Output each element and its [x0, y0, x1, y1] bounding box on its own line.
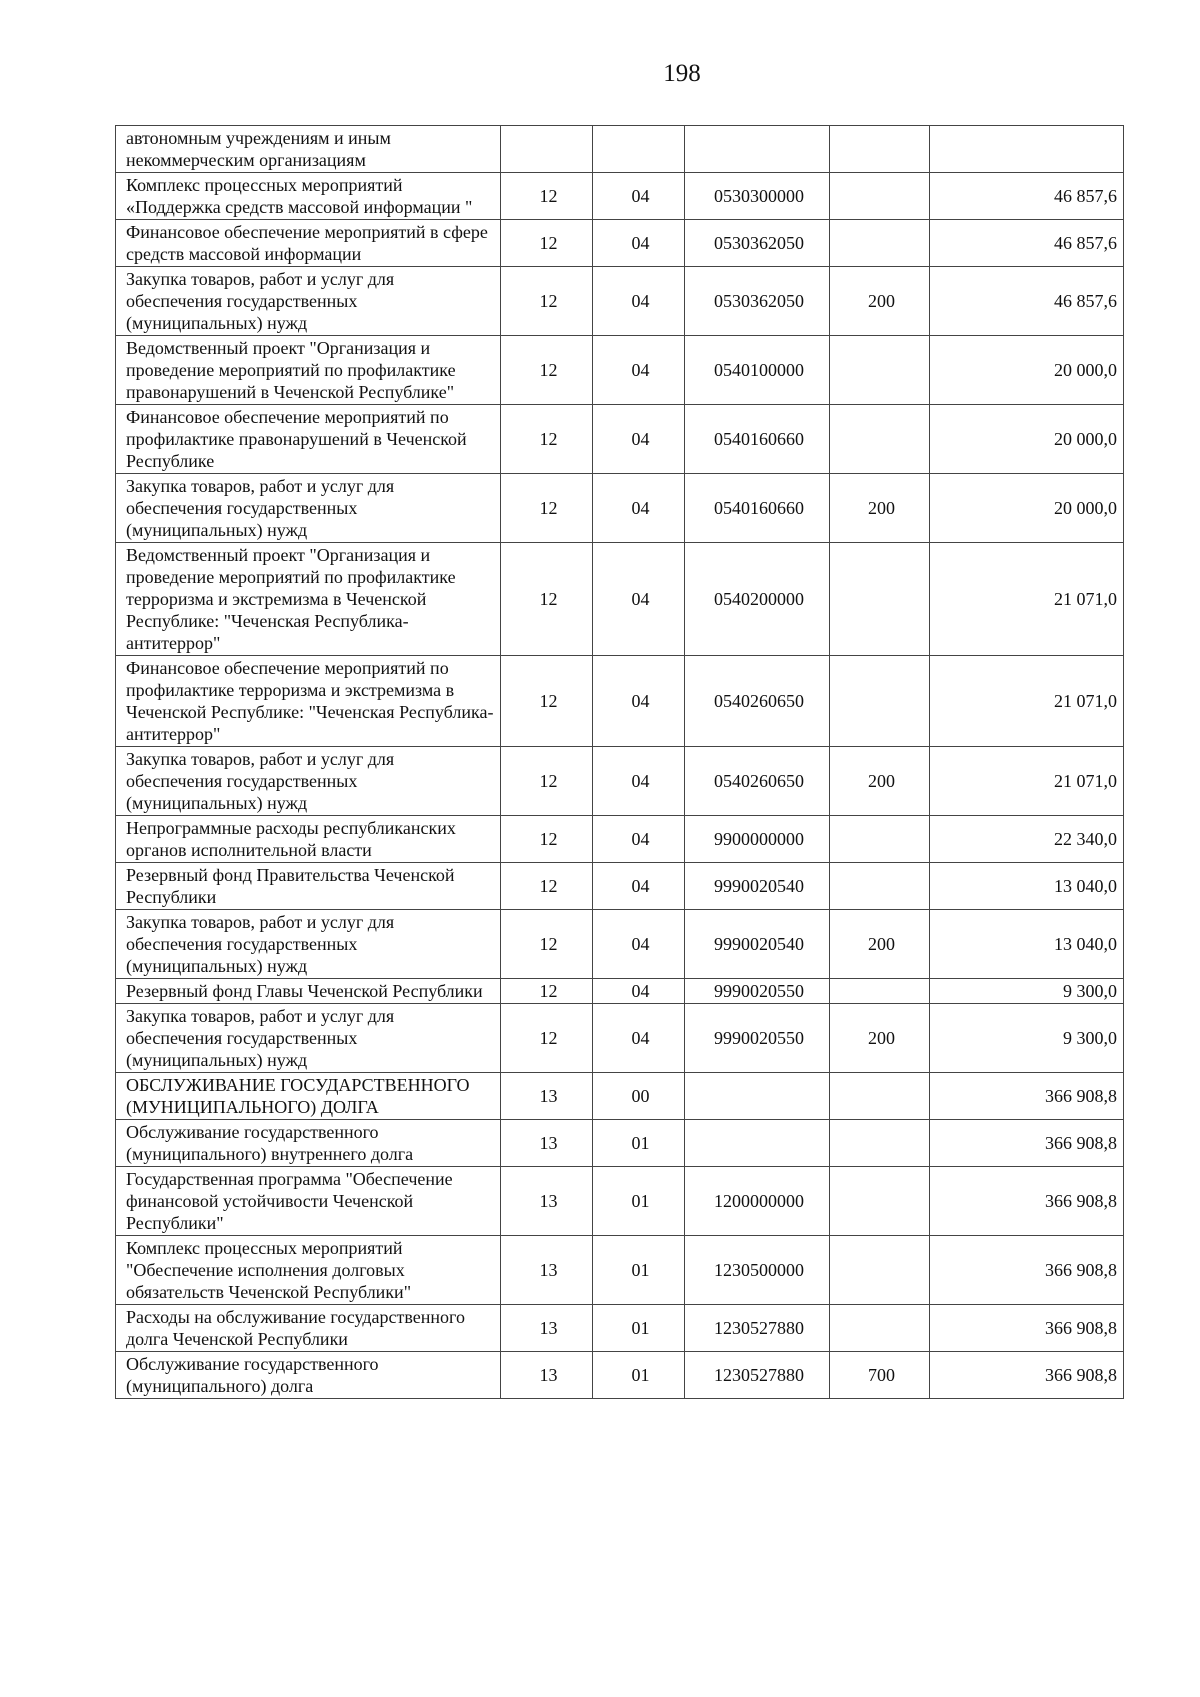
row-target-article-cell	[685, 126, 830, 173]
row-section-cell: 13	[501, 1305, 593, 1352]
table-row	[116, 910, 1124, 979]
row-expense-type-cell: 200	[830, 747, 930, 816]
row-expense-type-cell	[830, 656, 930, 747]
row-name-cell: Комплекс процессных мероприятий «Поддержка средств массовой информации "	[116, 173, 501, 220]
table-row	[116, 1236, 1124, 1305]
row-expense-type-cell: 200	[830, 267, 930, 336]
table-row	[116, 1167, 1124, 1236]
row-expense-type-cell	[830, 1120, 930, 1167]
row-subsection-cell: 04	[593, 405, 685, 474]
row-target-article-cell	[685, 1073, 830, 1120]
table-row	[116, 1305, 1124, 1352]
budget-table	[115, 125, 1124, 1399]
row-name-cell: Финансовое обеспечение мероприятий по профилактике правонарушений в Чеченской Республике	[116, 405, 501, 474]
row-amount-cell: 13 040,0	[930, 863, 1124, 910]
row-target-article-cell: 9900000000	[685, 816, 830, 863]
row-target-article-cell: 9990020540	[685, 863, 830, 910]
row-amount-cell: 20 000,0	[930, 336, 1124, 405]
row-name-cell: Закупка товаров, работ и услуг для обеспечения государственных (муниципальных) нужд	[116, 1004, 501, 1073]
row-name-cell: Закупка товаров, работ и услуг для обеспечения государственных (муниципальных) нужд	[116, 910, 501, 979]
row-target-article-cell: 0530362050	[685, 220, 830, 267]
row-name-cell: автономным учреждениям и иным некоммерческим организациям	[116, 126, 501, 173]
row-amount-cell: 366 908,8	[930, 1305, 1124, 1352]
row-target-article-cell: 1200000000	[685, 1167, 830, 1236]
row-subsection-cell: 04	[593, 863, 685, 910]
row-section-cell: 12	[501, 267, 593, 336]
row-subsection-cell: 00	[593, 1073, 685, 1120]
table-row	[116, 220, 1124, 267]
row-amount-cell: 46 857,6	[930, 267, 1124, 336]
row-name-cell: Закупка товаров, работ и услуг для обеспечения государственных (муниципальных) нужд	[116, 747, 501, 816]
row-section-cell: 12	[501, 816, 593, 863]
row-name-cell: Обслуживание государственного (муниципального) долга	[116, 1352, 501, 1399]
row-target-article-cell: 9990020550	[685, 1004, 830, 1073]
row-name-cell: Ведомственный проект "Организация и проведение мероприятий по профилактике правонарушений в Чеченской Республике"	[116, 336, 501, 405]
row-target-article-cell: 0540160660	[685, 474, 830, 543]
row-section-cell: 12	[501, 747, 593, 816]
row-section-cell: 13	[501, 1167, 593, 1236]
table-row	[116, 405, 1124, 474]
row-name-cell: Резервный фонд Правительства Чеченской Республики	[116, 863, 501, 910]
table-row	[116, 816, 1124, 863]
row-amount-cell: 366 908,8	[930, 1120, 1124, 1167]
row-subsection-cell: 04	[593, 747, 685, 816]
table-row	[116, 126, 1124, 173]
row-name-cell: Непрограммные расходы республиканских органов исполнительной власти	[116, 816, 501, 863]
table-row	[116, 543, 1124, 656]
row-subsection-cell: 04	[593, 173, 685, 220]
row-amount-cell: 366 908,8	[930, 1352, 1124, 1399]
row-name-cell: Государственная программа "Обеспечение финансовой устойчивости Чеченской Республики"	[116, 1167, 501, 1236]
row-section-cell: 12	[501, 474, 593, 543]
row-expense-type-cell: 700	[830, 1352, 930, 1399]
row-section-cell: 12	[501, 336, 593, 405]
row-expense-type-cell: 200	[830, 910, 930, 979]
page-number: 198	[663, 60, 701, 87]
row-amount-cell: 366 908,8	[930, 1167, 1124, 1236]
row-target-article-cell	[685, 1120, 830, 1167]
row-subsection-cell: 04	[593, 910, 685, 979]
table-row	[116, 979, 1124, 1004]
row-name-cell: Закупка товаров, работ и услуг для обеспечения государственных (муниципальных) нужд	[116, 267, 501, 336]
table-row	[116, 863, 1124, 910]
row-name-cell: Финансовое обеспечение мероприятий в сфере средств массовой информации	[116, 220, 501, 267]
row-subsection-cell: 01	[593, 1167, 685, 1236]
row-name-cell: Резервный фонд Главы Чеченской Республики	[116, 979, 501, 1004]
row-subsection-cell: 04	[593, 979, 685, 1004]
row-expense-type-cell: 200	[830, 474, 930, 543]
row-amount-cell: 46 857,6	[930, 173, 1124, 220]
row-section-cell: 13	[501, 1352, 593, 1399]
row-section-cell: 13	[501, 1073, 593, 1120]
row-amount-cell: 13 040,0	[930, 910, 1124, 979]
row-name-cell: Ведомственный проект "Организация и проведение мероприятий по профилактике терроризма и экстремизма в Чеченской Республике: "Чеченская Республика-антитеррор"	[116, 543, 501, 656]
row-amount-cell	[930, 126, 1124, 173]
row-subsection-cell: 01	[593, 1120, 685, 1167]
row-target-article-cell: 0540260650	[685, 656, 830, 747]
row-expense-type-cell	[830, 543, 930, 656]
row-target-article-cell: 0540260650	[685, 747, 830, 816]
row-name-cell: Финансовое обеспечение мероприятий по профилактике терроризма и экстремизма в Чеченской Республике: "Чеченская Республика-антитеррор"	[116, 656, 501, 747]
row-section-cell: 13	[501, 1236, 593, 1305]
row-subsection-cell: 04	[593, 543, 685, 656]
row-subsection-cell: 04	[593, 267, 685, 336]
row-amount-cell: 21 071,0	[930, 656, 1124, 747]
row-subsection-cell: 04	[593, 336, 685, 405]
row-section-cell: 12	[501, 863, 593, 910]
table-row	[116, 1073, 1124, 1120]
row-section-cell: 12	[501, 173, 593, 220]
row-section-cell: 12	[501, 656, 593, 747]
row-section-cell: 12	[501, 910, 593, 979]
row-expense-type-cell	[830, 863, 930, 910]
row-section-cell: 13	[501, 1120, 593, 1167]
row-subsection-cell	[593, 126, 685, 173]
row-name-cell: Закупка товаров, работ и услуг для обеспечения государственных (муниципальных) нужд	[116, 474, 501, 543]
row-amount-cell: 9 300,0	[930, 979, 1124, 1004]
row-expense-type-cell	[830, 1236, 930, 1305]
row-target-article-cell: 0530300000	[685, 173, 830, 220]
row-section-cell: 12	[501, 543, 593, 656]
row-name-cell: Расходы на обслуживание государственного долга Чеченской Республики	[116, 1305, 501, 1352]
table-row	[116, 747, 1124, 816]
table-row	[116, 474, 1124, 543]
row-amount-cell: 21 071,0	[930, 747, 1124, 816]
row-subsection-cell: 04	[593, 220, 685, 267]
row-subsection-cell: 04	[593, 816, 685, 863]
table-row	[116, 267, 1124, 336]
row-section-cell: 12	[501, 979, 593, 1004]
row-section-cell: 12	[501, 405, 593, 474]
row-name-cell: ОБСЛУЖИВАНИЕ ГОСУДАРСТВЕННОГО (МУНИЦИПАЛЬНОГО) ДОЛГА	[116, 1073, 501, 1120]
table-row	[116, 656, 1124, 747]
row-expense-type-cell	[830, 1167, 930, 1236]
row-amount-cell: 22 340,0	[930, 816, 1124, 863]
row-amount-cell: 366 908,8	[930, 1073, 1124, 1120]
row-subsection-cell: 01	[593, 1352, 685, 1399]
row-target-article-cell: 9990020540	[685, 910, 830, 979]
row-expense-type-cell	[830, 173, 930, 220]
budget-table-body	[116, 126, 1124, 1399]
table-row	[116, 1352, 1124, 1399]
row-subsection-cell: 01	[593, 1305, 685, 1352]
row-target-article-cell: 0540100000	[685, 336, 830, 405]
row-target-article-cell: 0540160660	[685, 405, 830, 474]
row-target-article-cell: 0530362050	[685, 267, 830, 336]
row-section-cell: 12	[501, 220, 593, 267]
row-expense-type-cell	[830, 1305, 930, 1352]
row-subsection-cell: 01	[593, 1236, 685, 1305]
row-target-article-cell: 0540200000	[685, 543, 830, 656]
row-target-article-cell: 9990020550	[685, 979, 830, 1004]
row-expense-type-cell	[830, 405, 930, 474]
table-row	[116, 1004, 1124, 1073]
table-row	[116, 173, 1124, 220]
row-name-cell: Обслуживание государственного (муниципального) внутреннего долга	[116, 1120, 501, 1167]
row-target-article-cell: 1230500000	[685, 1236, 830, 1305]
row-expense-type-cell: 200	[830, 1004, 930, 1073]
row-subsection-cell: 04	[593, 474, 685, 543]
row-subsection-cell: 04	[593, 656, 685, 747]
row-amount-cell: 9 300,0	[930, 1004, 1124, 1073]
row-expense-type-cell	[830, 126, 930, 173]
row-subsection-cell: 04	[593, 1004, 685, 1073]
row-target-article-cell: 1230527880	[685, 1352, 830, 1399]
table-row	[116, 1120, 1124, 1167]
row-section-cell: 12	[501, 1004, 593, 1073]
row-expense-type-cell	[830, 979, 930, 1004]
row-expense-type-cell	[830, 816, 930, 863]
row-expense-type-cell	[830, 220, 930, 267]
row-expense-type-cell	[830, 1073, 930, 1120]
row-amount-cell: 21 071,0	[930, 543, 1124, 656]
row-amount-cell: 20 000,0	[930, 474, 1124, 543]
row-amount-cell: 366 908,8	[930, 1236, 1124, 1305]
row-expense-type-cell	[830, 336, 930, 405]
row-name-cell: Комплекс процессных мероприятий "Обеспечение исполнения долговых обязательств Чеченской Республики"	[116, 1236, 501, 1305]
row-amount-cell: 46 857,6	[930, 220, 1124, 267]
row-section-cell	[501, 126, 593, 173]
row-target-article-cell: 1230527880	[685, 1305, 830, 1352]
row-amount-cell: 20 000,0	[930, 405, 1124, 474]
table-row	[116, 336, 1124, 405]
